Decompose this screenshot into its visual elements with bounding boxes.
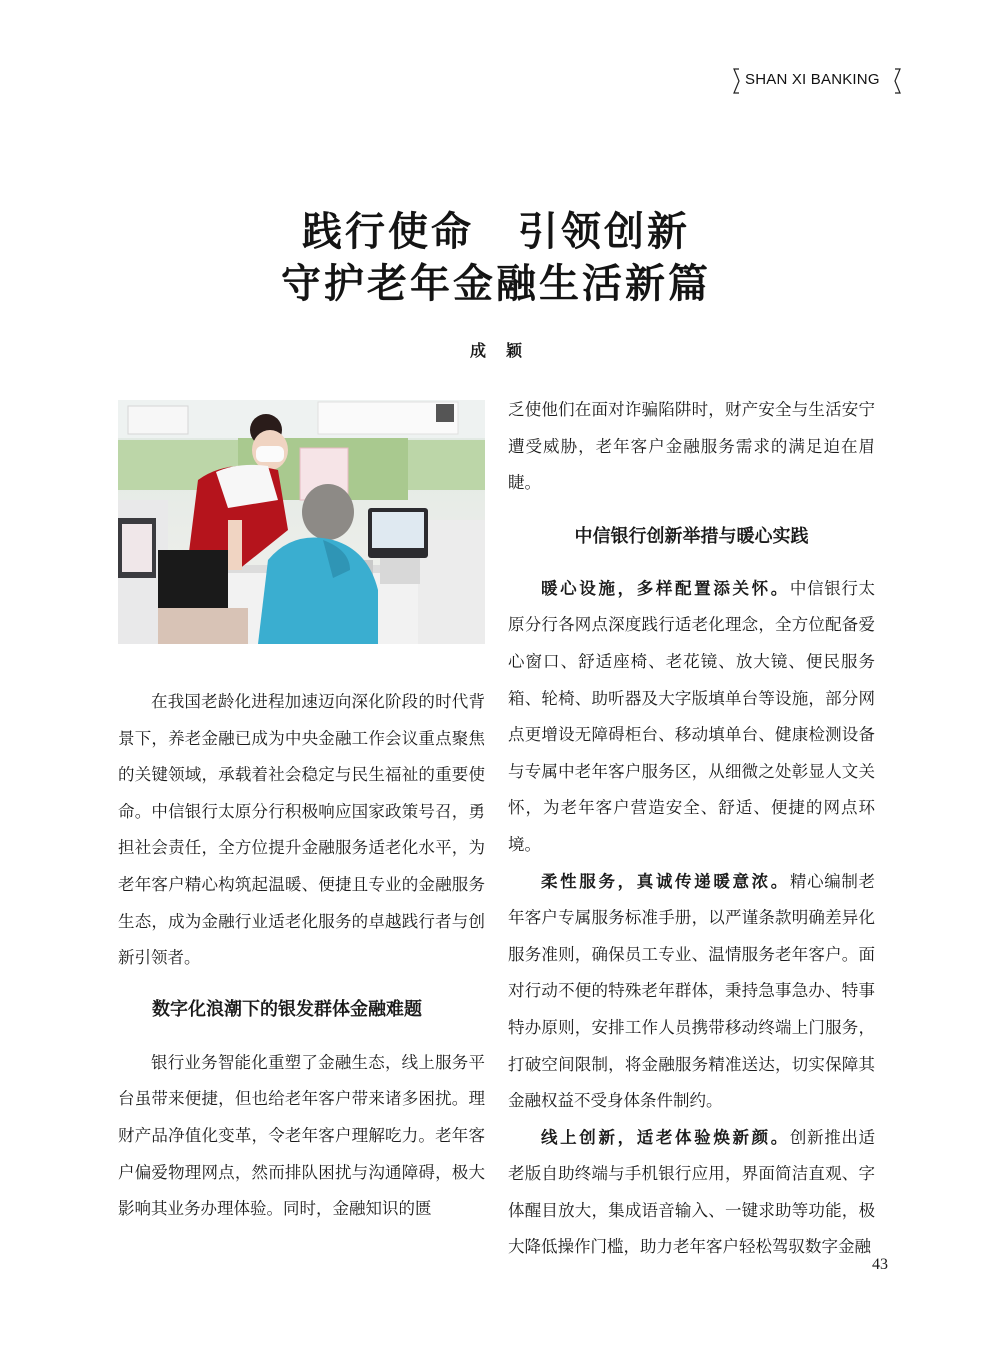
continued-paragraph: 乏使他们在面对诈骗陷阱时，财产安全与生活安宁遭受威胁，老年客户金融服务需求的满足迫在眉睫。	[508, 400, 875, 493]
measure-paragraph-3	[508, 1120, 875, 1266]
measure-text-1: 中信银行太原分行各网点深度践行适老化理念，全方位配备爱心窗口、舒适座椅、老花镜、放大镜、便民服务箱、轮椅、助听器及大字版填单台等设施，部分网点更增设无障碍柜台、移动填单台、健康检测设备与专属中老年客户服务区，从细微之处彰显人文关怀，为老年客户营造安全、舒适、便捷的网点环境。	[508, 578, 876, 854]
section-banner	[733, 68, 901, 94]
right-column	[508, 392, 875, 1266]
author-name: 成颖	[469, 341, 542, 360]
body-paragraph-2: 银行业务智能化重塑了金融生态，线上服务平台虽带来便捷，但也给老年客户带来诸多困扰。理财产品净值化变革，令老年客户理解吃力。老年客户偏爱物理网点，然而排队困扰与沟通障碍，极大影响其业务办理体验。同时，金融知识的匮	[118, 1052, 485, 1219]
measure-paragraph-1	[508, 571, 875, 864]
measure-text-2: 精心编制老年客户专属服务标准手册，以严谨条款明确差异化服务准则，确保员工专业、温情服务老年客户。面对行动不便的特殊老年群体，秉持急事急办、特事特办原则，安排工作人员携带移动终端上门服务，打破空间限制，将金融服务精准送达，切实保障其金融权益不受身体条件制约。	[508, 871, 876, 1111]
title-part-b: 引领创新	[518, 208, 690, 255]
measure-lead-1: 暖心设施，多样配置添关怀。	[541, 578, 790, 598]
section-heading-1: 数字化浪潮下的银发群体金融难题	[152, 998, 422, 1020]
left-column	[118, 684, 485, 1228]
measure-lead-2: 柔性服务，真诚传递暖意浓。	[541, 871, 790, 891]
measure-lead-3: 线上创新，适老体验焕新颜。	[541, 1127, 790, 1147]
intro-paragraph: 在我国老龄化进程加速迈向深化阶段的时代背景下，养老金融已成为中央金融工作会议重点聚焦的关键领域，承载着社会稳定与民生福祉的重要使命。中信银行太原分行积极响应国家政策号召，勇担社会责任，全方位提升金融服务适老化水平，为老年客户精心构筑起温暖、便捷且专业的金融服务生态，成为金融行业适老化服务的卓越践行者与创新引领者。	[118, 692, 485, 968]
article-title-line2: 守护老年金融生活新篇	[281, 260, 711, 307]
measure-paragraph-2	[508, 864, 875, 1120]
title-part-a: 践行使命	[302, 208, 474, 255]
article-photo	[118, 400, 485, 644]
section-heading-2: 中信银行创新举措与暖心实践	[574, 525, 809, 547]
banner-text: SHAN XI BANKING	[745, 71, 880, 88]
measure-text-3: 创新推出适老版自助终端与手机银行应用，界面简洁直观、字体醒目放大，集成语音输入、一键求助等功能，极大降低操作门槛，助力老年客户轻松驾驭数字金融	[508, 1127, 876, 1257]
page-number: 43	[872, 1256, 888, 1273]
article-title-line1	[0, 208, 992, 256]
